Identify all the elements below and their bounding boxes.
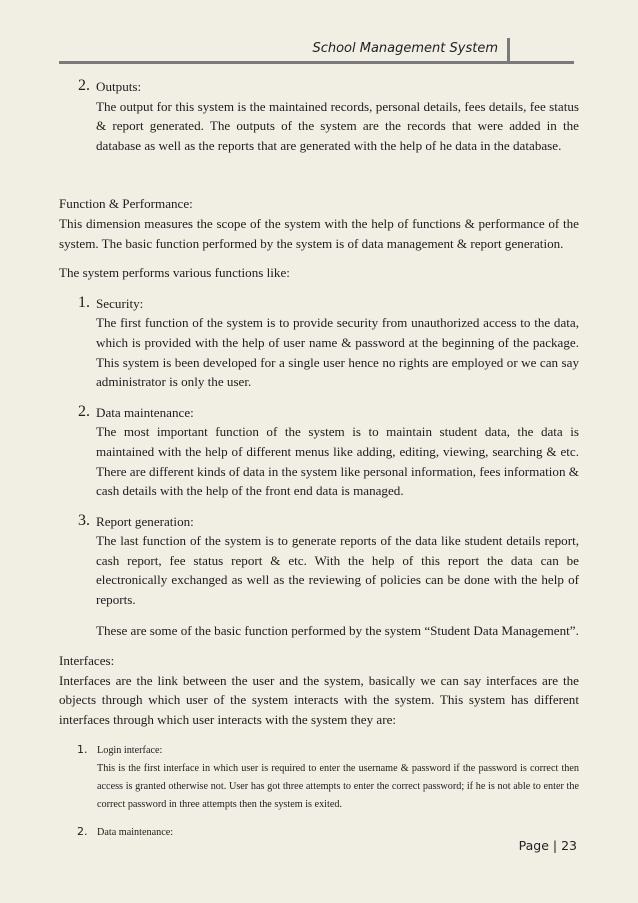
interface-item-data-maintenance	[59, 824, 579, 842]
item-body: The last function of the system is to generate reports of the data like student details report, cash report, fee status report & etc. With the help of this report the data can be electronically exchanged as well as the reviewing of policies can be done with the help of reports.	[96, 533, 579, 608]
header-rule	[59, 61, 574, 64]
item-number: 1.	[78, 293, 90, 311]
item-heading: Report generation:	[96, 513, 194, 529]
page-content	[59, 77, 579, 842]
function-item-data-maintenance	[59, 403, 579, 501]
section-body-function-performance: This dimension measures the scope of the system with the help of functions & performance of the system. The basic function performed by the system is of data management & report generation.	[59, 215, 579, 251]
item-heading: Outputs:	[96, 79, 142, 94]
interface-item-login	[59, 742, 579, 814]
header-title: School Management System	[312, 41, 498, 56]
page-number: Page | 23	[518, 838, 577, 853]
item-body: The output for this system is the maintained records, personal details, fees details, fee status & report generated. The outputs of the system are the records that were added in the database as well as the reports that are generated with the help of he data in the database.	[96, 98, 579, 153]
item-number: 2.	[78, 402, 90, 420]
section-body-interfaces: Interfaces are the link between the user and the system, basically we can say interfaces are the objects through which user of the system interacts with the system. This system has different interfaces through which user interacts with the system they are:	[59, 672, 579, 728]
item-number: 3.	[78, 511, 90, 529]
section-heading-interfaces: Interfaces:	[59, 653, 115, 669]
outputs-item	[59, 77, 579, 155]
item-heading: Data maintenance:	[97, 826, 174, 838]
section-heading-function-performance: Function & Performance:	[59, 196, 193, 212]
header-divider-tick	[507, 38, 510, 62]
item-number: 1.	[77, 742, 88, 756]
item-number: 2.	[77, 824, 88, 838]
interfaces-list	[59, 730, 579, 842]
item-heading: Login interface:	[97, 744, 163, 756]
item-body: The most important function of the system is to maintain student data, the data is maintained with the help of different menus like adding, editing, viewing, searching & etc. There are different kinds of data in the system like personal information, fees information & cash details with the help of the front end data is managed.	[96, 424, 579, 499]
function-item-security	[59, 294, 579, 392]
item-heading: Security:	[96, 295, 144, 311]
functions-closing: These are some of the basic function performed by the system “Student Data Management”.	[96, 622, 579, 638]
item-body: The first function of the system is to provide security from unauthorized access to the data, which is provided with the help of user name & password at the beginning of the package. This system is been developed for a single user hence no rights are employed or we can say administrator is only the user.	[96, 315, 579, 390]
function-item-report-generation	[59, 512, 579, 641]
item-number: 2.	[78, 77, 90, 94]
item-heading: Data maintenance:	[96, 404, 194, 420]
item-body: This is the first interface in which user is required to enter the username & password if the password is correct then access is granted otherwise not. User has got three attempts to enter the correct password; if he is not able to enter the correct password in three attempts then the system is exited.	[97, 762, 579, 810]
functions-intro: The system performs various functions like:	[59, 265, 290, 281]
